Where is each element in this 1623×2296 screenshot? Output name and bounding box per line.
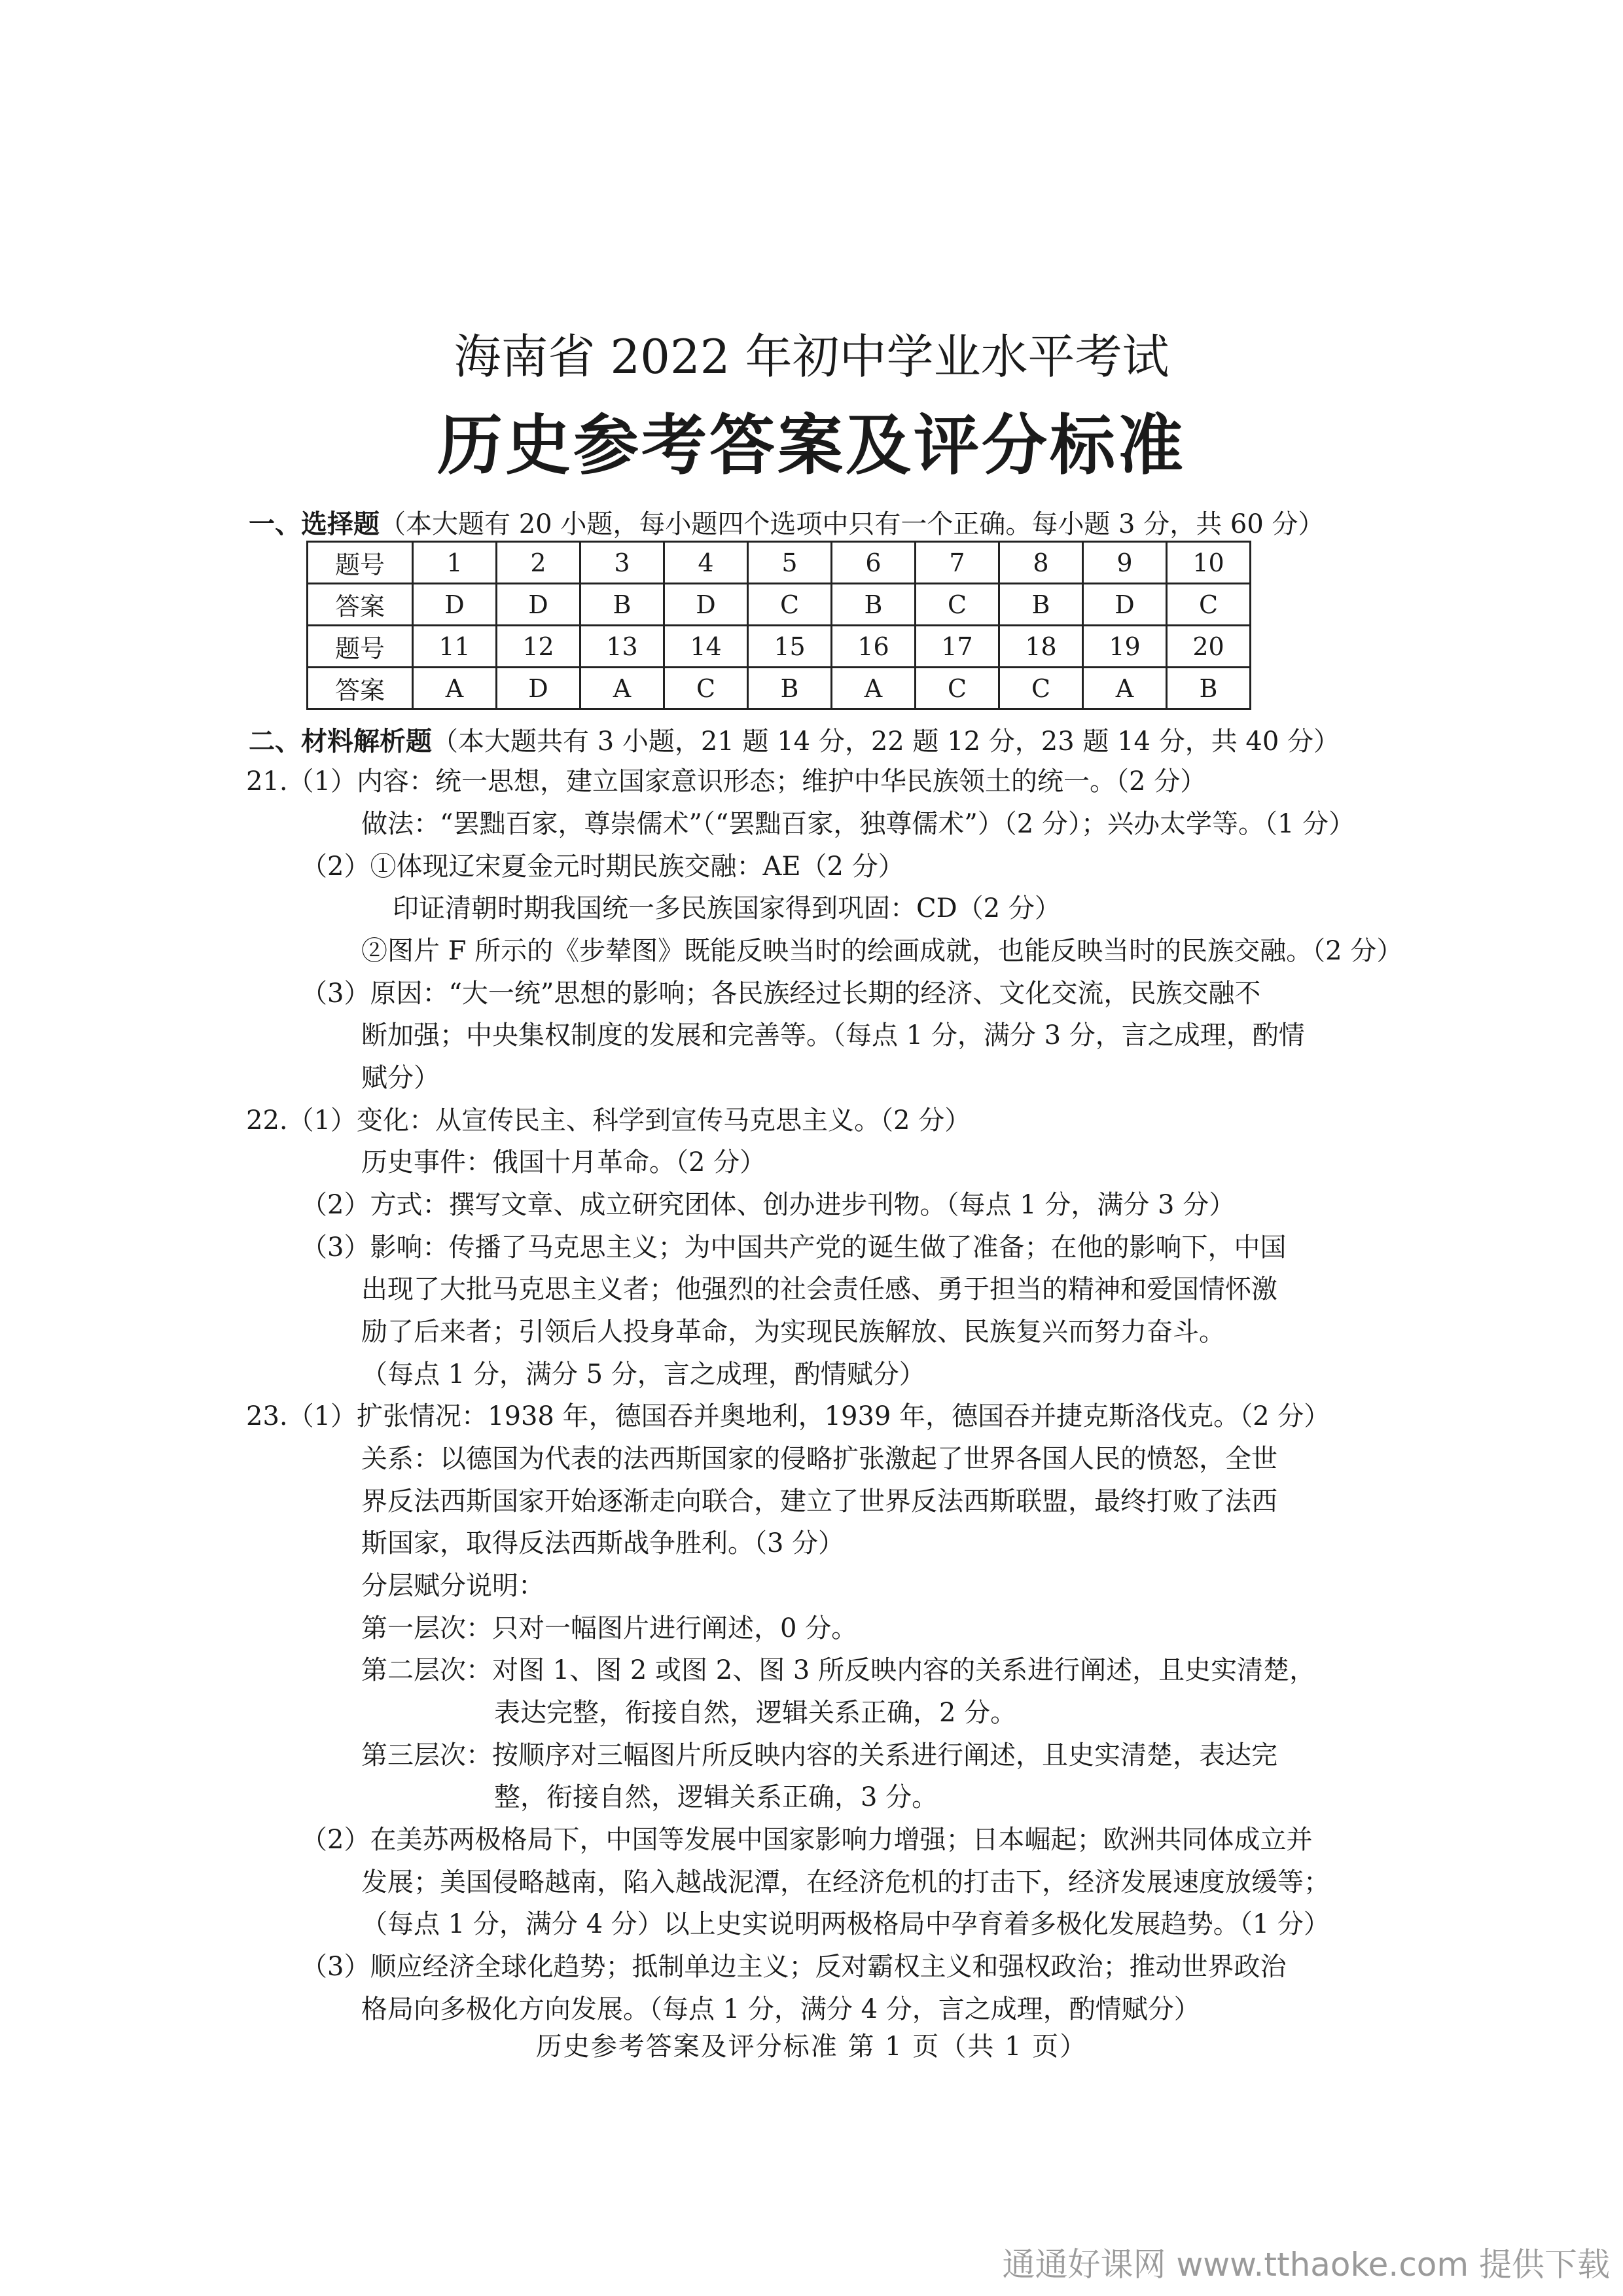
answer-table-cell: 13 xyxy=(580,626,664,668)
document-title: 历史参考答案及评分标准 xyxy=(437,406,1186,484)
answer-table-cell: 16 xyxy=(832,626,916,668)
answer-table-row-label: 答案 xyxy=(308,584,413,626)
answer-line: （2）①体现辽宋夏金元时期民族交融：AE（2 分） xyxy=(301,852,904,882)
answer-line: 格局向多极化方向发展。（每点 1 分，满分 4 分，言之成理，酌情赋分） xyxy=(361,1994,1200,2024)
answer-table-cell: 7 xyxy=(916,542,999,584)
answer-table-cell: B xyxy=(748,668,832,709)
answer-table-cell: B xyxy=(999,584,1083,626)
answer-table-cell: 17 xyxy=(916,626,999,668)
section1-note: （本大题有 20 小题，每小题四个选项中只有一个正确。每小题 3 分，共 60 分） xyxy=(380,509,1325,539)
answer-line: （3）原因：“大一统”思想的影响；各民族经过长期的经济、文化交流，民族交融不 xyxy=(301,978,1261,1009)
answer-table-cell: C xyxy=(916,668,999,709)
answer-table-cell: D xyxy=(664,584,748,626)
page-footer: 历史参考答案及评分标准 第 1 页（共 1 页） xyxy=(535,2032,1088,2062)
answer-table-cell: 15 xyxy=(748,626,832,668)
answer-table-cell: 20 xyxy=(1167,626,1251,668)
answer-line: 表达完整，衔接自然，逻辑关系正确，2 分。 xyxy=(494,1698,1017,1728)
answer-line: （3）影响：传播了马克思主义；为中国共产党的诞生做了准备；在他的影响下，中国 xyxy=(301,1232,1287,1263)
answer-table-cell: 12 xyxy=(497,626,580,668)
answer-line: （每点 1 分，满分 5 分，言之成理，酌情赋分） xyxy=(361,1359,925,1390)
answer-line: 第一层次：只对一幅图片进行阐述，0 分。 xyxy=(361,1613,858,1643)
answer-table-cell: 9 xyxy=(1083,542,1167,584)
answer-table-cell: 11 xyxy=(413,626,497,668)
answer-table-cell: D xyxy=(497,668,580,709)
answer-table-row xyxy=(308,668,1251,709)
answer-table-cell: D xyxy=(413,584,497,626)
section1-heading xyxy=(249,505,1325,543)
exam-title: 海南省 2022 年初中学业水平考试 xyxy=(454,329,1169,384)
answer-table-cell: D xyxy=(1083,584,1167,626)
answer-line: （每点 1 分，满分 4 分）以上史实说明两极格局中孕育着多极化发展趋势。（1 分） xyxy=(361,1909,1330,1939)
answer-table-cell: 3 xyxy=(580,542,664,584)
watermark-link[interactable]: 通通好课网 www.tthaoke.com 提供下载 xyxy=(1002,2246,1610,2284)
answer-table-row-label: 答案 xyxy=(308,668,413,709)
answer-table-cell: A xyxy=(413,668,497,709)
answer-table-cell: C xyxy=(1167,584,1251,626)
answer-table-row xyxy=(308,626,1251,668)
answer-table-cell: 10 xyxy=(1167,542,1251,584)
answer-table xyxy=(306,541,1251,710)
section2-heading xyxy=(249,723,1340,761)
answer-line: 关系：以德国为代表的法西斯国家的侵略扩张激起了世界各国人民的愤怒，全世 xyxy=(361,1444,1277,1474)
answer-table-row-label: 题号 xyxy=(308,626,413,668)
answer-line: 第三层次：按顺序对三幅图片所反映内容的关系进行阐述，且史实清楚，表达完 xyxy=(361,1740,1277,1770)
answer-line: 发展；美国侵略越南，陷入越战泥潭，在经济危机的打击下，经济发展速度放缓等； xyxy=(361,1867,1330,1897)
answer-line: 断加强；中央集权制度的发展和完善等。（每点 1 分，满分 3 分，言之成理，酌情 xyxy=(361,1020,1305,1050)
section1-title: 一、选择题 xyxy=(249,509,380,539)
answer-table-cell: 1 xyxy=(413,542,497,584)
answer-line: 21.（1）内容：统一思想，建立国家意识形态；维护中华民族领土的统一。（2 分） xyxy=(246,766,1207,797)
answer-table-cell: B xyxy=(1167,668,1251,709)
answer-table-cell: C xyxy=(748,584,832,626)
answer-line: 22.（1）变化：从宣传民主、科学到宣传马克思主义。（2 分） xyxy=(246,1105,971,1136)
answer-table-row xyxy=(308,542,1251,584)
answer-line: （2）方式：撰写文章、成立研究团体、创办进步刊物。（每点 1 分，满分 3 分） xyxy=(301,1190,1236,1220)
answer-line: 励了后来者；引领后人投身革命，为实现民族解放、民族复兴而努力奋斗。 xyxy=(361,1317,1225,1347)
answer-table-cell: A xyxy=(832,668,916,709)
answer-table-cell: B xyxy=(832,584,916,626)
answer-table-cell: A xyxy=(580,668,664,709)
answer-table-row-label: 题号 xyxy=(308,542,413,584)
answer-table-cell: C xyxy=(916,584,999,626)
answer-table-cell: 14 xyxy=(664,626,748,668)
answer-line: 分层赋分说明： xyxy=(361,1571,544,1601)
answer-table-cell: C xyxy=(664,668,748,709)
answer-line: 斯国家，取得反法西斯战争胜利。（3 分） xyxy=(361,1528,845,1558)
answer-table-cell: 18 xyxy=(999,626,1083,668)
answer-line: 赋分） xyxy=(361,1063,440,1093)
answer-table-cell: 6 xyxy=(832,542,916,584)
answer-table-cell: D xyxy=(497,584,580,626)
answer-line: （2）在美苏两极格局下，中国等发展中国家影响力增强；日本崛起；欧洲共同体成立并 xyxy=(301,1825,1313,1855)
answer-table-cell: B xyxy=(580,584,664,626)
answer-line: 整，衔接自然，逻辑关系正确，3 分。 xyxy=(494,1782,938,1812)
answer-line: 界反法西斯国家开始逐渐走向联合，建立了世界反法西斯联盟，最终打败了法西 xyxy=(361,1486,1277,1516)
section2-note: （本大题共有 3 小题，21 题 14 分，22 题 12 分，23 题 14 分，共 40 分） xyxy=(432,726,1340,757)
answer-line: 做法：“罢黜百家，尊崇儒术”（“罢黜百家，独尊儒术”）（2 分）；兴办太学等。（1 分） xyxy=(361,809,1355,839)
answer-table-cell: C xyxy=(999,668,1083,709)
answer-table-cell: 4 xyxy=(664,542,748,584)
answer-table-cell: 5 xyxy=(748,542,832,584)
answer-line: 历史事件：俄国十月革命。（2 分） xyxy=(361,1147,766,1177)
answer-table-cell: 19 xyxy=(1083,626,1167,668)
answer-line: 23.（1）扩张情况：1938 年，德国吞并奥地利，1939 年，德国吞并捷克斯洛伐克。（2 分） xyxy=(246,1401,1330,1431)
answer-line: （3）顺应经济全球化趋势；抵制单边主义；反对霸权主义和强权政治；推动世界政治 xyxy=(301,1952,1287,1982)
answer-table-cell: 8 xyxy=(999,542,1083,584)
answer-line: ②图片 F 所示的《步辇图》既能反映当时的绘画成就，也能反映当时的民族交融。（2 分） xyxy=(361,936,1403,966)
answer-table-row xyxy=(308,584,1251,626)
answer-line: 出现了大批马克思主义者；他强烈的社会责任感、勇于担当的精神和爱国情怀激 xyxy=(361,1274,1277,1304)
answer-table-cell: 2 xyxy=(497,542,580,584)
answer-table-cell: A xyxy=(1083,668,1167,709)
answer-line: 印证清朝时期我国统一多民族国家得到巩固：CD（2 分） xyxy=(393,893,1061,924)
answer-line: 第二层次：对图 1、图 2 或图 2、图 3 所反映内容的关系进行阐述，且史实清楚， xyxy=(361,1655,1316,1685)
section2-title: 二、材料解析题 xyxy=(249,726,432,757)
